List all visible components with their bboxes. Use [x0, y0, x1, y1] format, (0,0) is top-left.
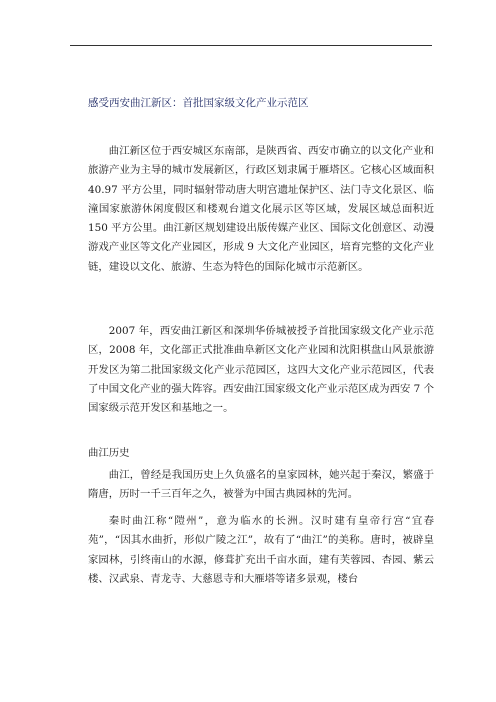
- body-paragraph: 2007 年，西安曲江新区和深圳华侨城被授予首批国家级文化产业示范区，2008 年，文化部正式批准曲阜新区文化产业园和沈阳棋盘山风景旅游开发区为第二批国家级文化产业示范园区，这四大文化产业示范园区，代表了中国文化产业的强大阵容。西安曲江国家级文化产业示范区成为西安 7 个国家级示范开发区和基地之一。: [88, 325, 434, 415]
- header-rule: [70, 45, 432, 46]
- document-title: 感受西安曲江新区：首批国家级文化产业示范区: [88, 97, 309, 109]
- body-paragraph: 秦时曲江称“隑州”，意为临水的长洲。汉时建有皇帝行宫“宜春苑”，“因其水曲折，形似广陵之江”，故有了“曲江”的美称。唐时，被辟皇家园林，引终南山的水源，修葺扩充出千亩水面，建有芙蓉园、杏园、紫云楼、汉武泉、青龙寺、大慈恩寺和大雁塔等诸多景观，楼台: [88, 515, 434, 585]
- body-paragraph: 曲江新区位于西安城区东南部，是陕西省、西安市确立的以文化产业和旅游产业为主导的城市发展新区，行政区划隶属于雁塔区。它核心区域面积 40.97 平方公里，同时辐射带动唐大明宫遗址保护区、法门寺文化景区、临潼国家旅游休闲度假区和楼观台道文化展示区等区域，发展区域总面积近 150 平方公里。曲江新区规划建设出版传媒产业区、国际文化创意区、动漫游戏产业区等文化产业园区，形成 9 大文化产业园区，培育完整的文化产业链，建设以文化、旅游、生态为特色的国际化城市示范新区。: [88, 145, 434, 273]
- body-paragraph: 曲江，曾经是我国历史上久负盛名的皇家园林，她兴起于秦汉，繁盛于隋唐，历时一千三百年之久，被誉为中国古典园林的先河。: [88, 469, 434, 501]
- section-heading: 曲江历史: [88, 447, 130, 459]
